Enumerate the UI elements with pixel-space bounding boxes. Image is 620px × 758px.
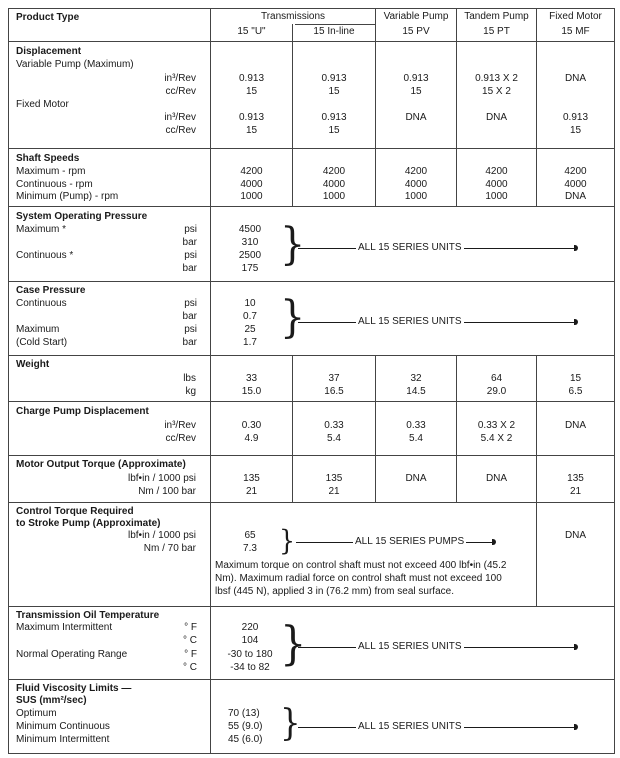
- value-cell: DNA: [564, 420, 587, 431]
- value-cell: 135: [325, 473, 343, 484]
- rule: [8, 753, 615, 754]
- value-cell: 4200: [564, 166, 587, 177]
- value-cell: 21: [328, 486, 340, 497]
- value-cell: 0.913: [321, 73, 347, 84]
- motor-torque-title: Motor Output Torque (Approximate): [16, 459, 186, 470]
- arrow-end-icon: [574, 644, 578, 650]
- rule: [8, 401, 615, 402]
- unit-label: psi: [184, 250, 197, 261]
- value-cell: 104: [241, 635, 259, 646]
- value-cell: 0.33 X 2: [477, 420, 516, 431]
- unit-label: lbs: [183, 373, 196, 384]
- brace-icon: }: [280, 219, 306, 270]
- rule: [8, 679, 615, 680]
- unit-label: psi: [184, 298, 197, 309]
- value-cell: 0.33: [324, 420, 344, 431]
- unit-label: lbf•in / 1000 psi: [128, 530, 196, 541]
- value-cell: 1000: [485, 191, 508, 202]
- system-pressure-title: System Operating Pressure: [16, 211, 148, 222]
- control-note-line: Nm). Maximum radial force on control shaft must not exceed 100: [215, 573, 502, 584]
- unit-label: in³/Rev: [164, 420, 196, 431]
- value-cell: 33: [245, 373, 258, 384]
- unit-label: psi: [184, 324, 197, 335]
- unit-label: ° C: [183, 662, 197, 673]
- value-cell: 14.5: [406, 386, 426, 397]
- unit-label: in³/Rev: [164, 73, 196, 84]
- value-cell: 7.3: [243, 543, 257, 554]
- case-pressure-title: Case Pressure: [16, 285, 86, 296]
- variable-pump-label: Variable Pump (Maximum): [16, 59, 134, 70]
- value-cell: 135: [567, 473, 584, 484]
- min-rpm-label: Minimum (Pump) - rpm: [16, 191, 119, 202]
- value-cell: 0.30: [241, 420, 262, 431]
- optimum-label: Optimum: [16, 708, 57, 719]
- value-cell: 5.4: [409, 433, 423, 444]
- min-intermittent-label: Minimum Intermittent: [16, 734, 110, 745]
- control-note-line: Maximum torque on control shaft must not exceed 400 lbf•in (45.2: [215, 560, 507, 571]
- tandem-pump-heading: Tandem Pump: [464, 11, 529, 22]
- all-units-text: ALL 15 SERIES UNITS: [358, 242, 462, 253]
- unit-label: Nm / 100 bar: [138, 486, 196, 497]
- case-cont-label: Continuous: [16, 298, 67, 309]
- value-cell: 25: [244, 324, 256, 335]
- value-cell: 15: [569, 373, 582, 384]
- value-cell: 29.0: [486, 386, 507, 397]
- unit-label: cc/Rev: [165, 86, 196, 97]
- value-cell: 45 (6.0): [228, 734, 263, 745]
- case-max-label: Maximum: [16, 324, 60, 335]
- rule: [8, 355, 615, 356]
- spec-table: [8, 8, 615, 753]
- value-cell: DNA: [405, 112, 427, 123]
- rule: [8, 41, 615, 42]
- value-cell: 4000: [485, 179, 508, 190]
- value-cell: 0.913: [238, 112, 265, 123]
- value-cell: 6.5: [568, 386, 583, 397]
- value-cell: 4000: [564, 179, 587, 190]
- rule: [295, 24, 375, 25]
- min-continuous-label: Minimum Continuous: [16, 721, 110, 732]
- unit-label: ° C: [183, 635, 197, 646]
- col-15pt-heading: 15 PT: [483, 26, 510, 37]
- value-cell: 4.9: [244, 433, 259, 444]
- value-cell: 0.913: [238, 73, 265, 84]
- value-cell: 220: [241, 622, 259, 633]
- shaft-speeds-title: Shaft Speeds: [16, 153, 80, 164]
- value-cell: DNA: [485, 112, 508, 123]
- product-type-heading: Product Type: [16, 12, 80, 23]
- value-cell: 1000: [240, 191, 263, 202]
- control-torque-title-2: to Stroke Pump (Approximate): [16, 518, 161, 529]
- value-cell: DNA: [564, 191, 587, 202]
- oil-temp-title: Transmission Oil Temperature: [16, 610, 160, 621]
- rule: [8, 148, 615, 149]
- max-rpm-label: Maximum - rpm: [16, 166, 86, 177]
- col-15mf-heading: 15 MF: [561, 26, 590, 37]
- value-cell: -30 to 180: [227, 649, 273, 660]
- value-cell: 0.913: [562, 112, 589, 123]
- value-cell: 5.4 X 2: [480, 433, 513, 444]
- value-cell: 4000: [240, 179, 263, 190]
- all-pumps-text: ALL 15 SERIES PUMPS: [355, 536, 465, 547]
- value-cell: 4000: [404, 179, 428, 190]
- value-cell: 135: [243, 473, 260, 484]
- fixed-motor-label: Fixed Motor: [16, 99, 69, 110]
- control-torque-title: Control Torque Required: [16, 506, 134, 517]
- cont-rpm-label: Continuous - rpm: [16, 179, 93, 190]
- transmissions-heading: Transmissions: [260, 11, 326, 22]
- value-cell: 55 (9.0): [228, 721, 263, 732]
- value-cell: DNA: [485, 473, 508, 484]
- value-cell: 15: [245, 86, 258, 97]
- value-cell: 15: [328, 86, 340, 97]
- unit-label: psi: [184, 224, 197, 235]
- value-cell: 4200: [322, 166, 346, 177]
- arrow-end-icon: [574, 724, 578, 730]
- value-cell: 4200: [485, 166, 508, 177]
- value-cell: -34 to 82: [230, 662, 270, 673]
- value-cell: 15: [245, 125, 258, 136]
- value-cell: 15: [410, 86, 422, 97]
- value-cell: 0.33: [406, 420, 426, 431]
- unit-label: cc/Rev: [165, 125, 196, 136]
- value-cell: DNA: [564, 73, 587, 84]
- cold-start-label: (Cold Start): [16, 337, 68, 348]
- unit-label: cc/Rev: [165, 433, 196, 444]
- all-units-text: ALL 15 SERIES UNITS: [358, 721, 462, 732]
- viscosity-title-2: SUS (mm²/sec): [16, 695, 87, 706]
- unit-label: in³/Rev: [164, 112, 196, 123]
- value-cell: 10: [244, 298, 256, 309]
- unit-label: ° F: [184, 622, 197, 633]
- brace-icon: }: [279, 524, 296, 557]
- value-cell: 4200: [240, 166, 263, 177]
- value-cell: 37: [328, 373, 340, 384]
- unit-label: bar: [182, 263, 197, 274]
- unit-label: lbf•in / 1000 psi: [128, 473, 196, 484]
- control-note-line: lbsf (445 N), applied 3 in (76.2 mm) from seal surface.: [215, 586, 454, 597]
- arrow-end-icon: [574, 319, 578, 325]
- value-cell: DNA: [564, 530, 587, 541]
- value-cell: 32: [410, 373, 422, 384]
- value-cell: 70 (13): [228, 708, 260, 719]
- brace-icon: }: [280, 703, 301, 744]
- value-cell: 1.7: [243, 337, 257, 348]
- viscosity-title: Fluid Viscosity Limits —: [16, 683, 132, 694]
- fixed-motor-heading: Fixed Motor: [549, 11, 602, 22]
- normal-range-label: Normal Operating Range: [16, 649, 128, 660]
- value-cell: 0.7: [243, 311, 257, 322]
- rule: [8, 206, 615, 207]
- rule: [8, 8, 9, 753]
- value-cell: 1000: [404, 191, 428, 202]
- unit-label: bar: [182, 311, 197, 322]
- value-cell: 310: [241, 237, 259, 248]
- unit-label: ° F: [184, 649, 197, 660]
- value-cell: 0.913 X 2: [475, 73, 518, 84]
- unit-label: Nm / 70 bar: [143, 543, 196, 554]
- unit-label: bar: [182, 337, 197, 348]
- brace-icon: }: [280, 616, 307, 670]
- arrow-end-icon: [574, 245, 578, 251]
- value-cell: 2500: [238, 250, 262, 261]
- value-cell: 15: [328, 125, 340, 136]
- value-cell: 15 X 2: [482, 86, 511, 97]
- rule: [8, 502, 615, 503]
- arrow-end-icon: [492, 539, 496, 545]
- charge-pump-title: Charge Pump Displacement: [16, 406, 149, 417]
- max-intermittent-label: Maximum Intermittent: [16, 622, 113, 633]
- value-cell: 4500: [238, 224, 262, 235]
- value-cell: 15: [569, 125, 582, 136]
- value-cell: 21: [569, 486, 582, 497]
- value-cell: 175: [241, 263, 259, 274]
- variable-pump-heading: Variable Pump: [383, 11, 449, 22]
- rule: [8, 281, 615, 282]
- col-15inline-heading: 15 In-line: [313, 26, 355, 37]
- value-cell: 16.5: [324, 386, 344, 397]
- rule: [8, 8, 615, 9]
- displacement-title: Displacement: [16, 46, 82, 57]
- value-cell: 4000: [322, 179, 346, 190]
- value-cell: 65: [244, 530, 256, 541]
- brace-icon: }: [280, 292, 306, 343]
- unit-label: bar: [182, 237, 197, 248]
- cont-pressure-label: Continuous *: [16, 250, 74, 261]
- value-cell: 4200: [404, 166, 428, 177]
- value-cell: DNA: [405, 473, 427, 484]
- rule: [8, 606, 615, 607]
- rule: [8, 455, 615, 456]
- value-cell: 0.913: [321, 112, 347, 123]
- weight-title: Weight: [16, 359, 50, 370]
- max-pressure-label: Maximum *: [16, 224, 67, 235]
- col-15pv-heading: 15 PV: [402, 26, 430, 37]
- unit-label: kg: [185, 386, 196, 397]
- value-cell: 0.913: [403, 73, 429, 84]
- rule: [614, 8, 615, 753]
- value-cell: 21: [245, 486, 258, 497]
- value-cell: 15.0: [241, 386, 262, 397]
- col-15u-heading: 15 "U": [237, 26, 266, 37]
- value-cell: 5.4: [327, 433, 341, 444]
- value-cell: 64: [490, 373, 503, 384]
- all-units-text: ALL 15 SERIES UNITS: [358, 641, 462, 652]
- all-units-text: ALL 15 SERIES UNITS: [358, 316, 462, 327]
- value-cell: 1000: [322, 191, 346, 202]
